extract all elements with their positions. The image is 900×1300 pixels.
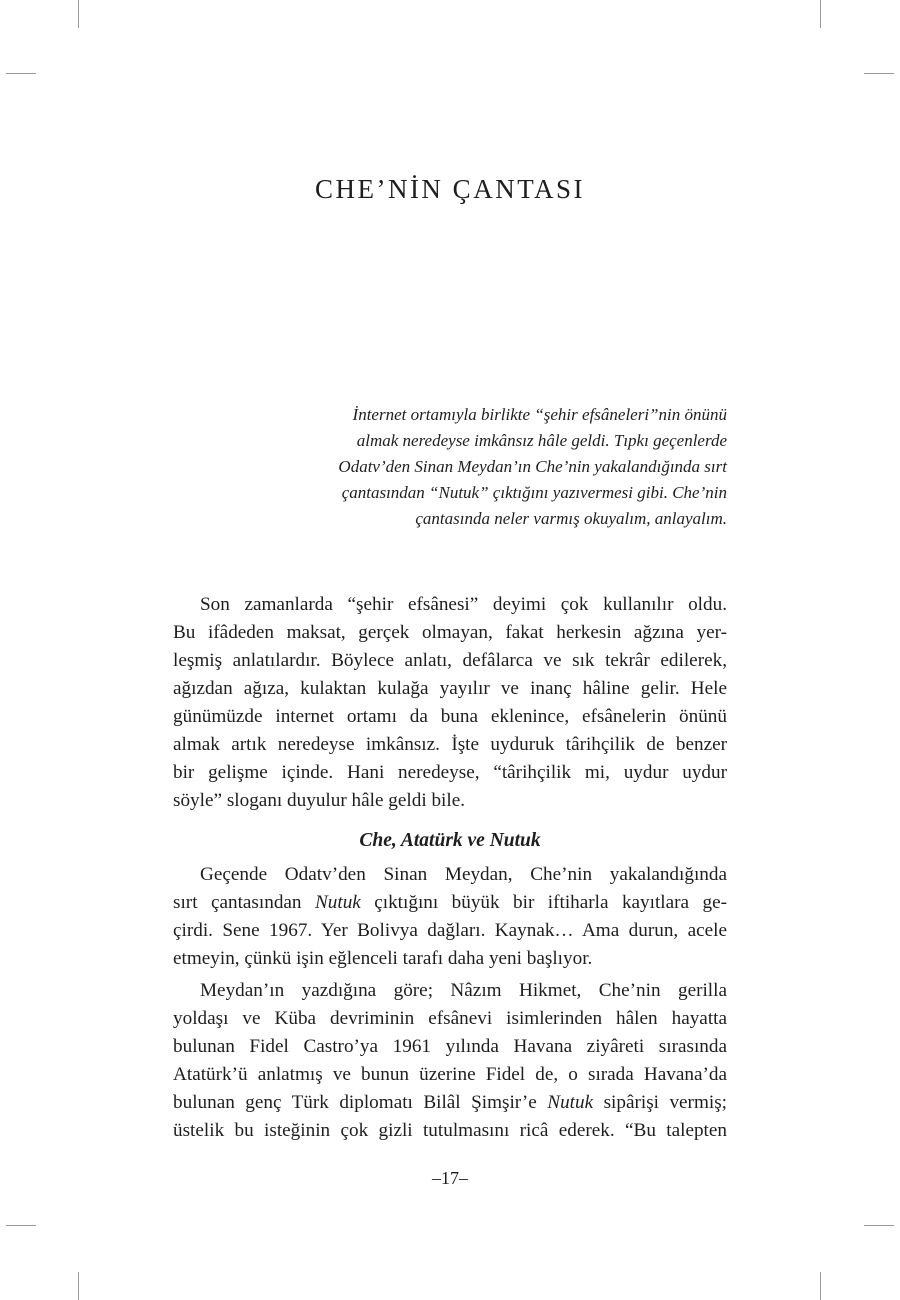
text-line: sırt çantasından Nutuk çıktığını büyük bir iftiharla kayıtlara ge- <box>173 892 727 913</box>
text-line: ağızdan ağıza, kulaktan kulağa yayılır ve inanç hâline gelir. Hele <box>173 678 727 699</box>
crop-mark-top-right <box>820 0 821 28</box>
paragraph-intro <box>173 591 727 815</box>
epigraph-line: Odatv’den Sinan Meydan’ın Che’nin yakalandığında sırt <box>338 457 727 476</box>
epigraph-line: çantasından “Nutuk” çıktığını yazıvermesi gibi. Che’nin <box>341 483 727 502</box>
epigraph-line: almak neredeyse imkânsız hâle geldi. Tıpkı geçenlerde <box>356 431 727 450</box>
crop-mark-top-left <box>78 0 79 28</box>
text-line: günümüzde internet ortamı da buna eklenince, efsânelerin önünü <box>173 706 727 727</box>
text-line: Son zamanlarda “şehir efsânesi” deyimi çok kullanılır oldu. <box>200 594 727 615</box>
text-line: çirdi. Sene 1967. Yer Bolivya dağları. Kaynak… Ama durun, acele <box>173 920 727 941</box>
crop-mark-bottom-right <box>820 1272 821 1300</box>
text-line: bulunan Fidel Castro’ya 1961 yılında Havana ziyâreti sırasında <box>173 1036 727 1057</box>
text-line: Atatürk’ü anlatmış ve bunun üzerine Fidel de, o sırada Havana’da <box>173 1064 727 1085</box>
text-line: bir gelişme içinde. Hani neredeyse, “târihçilik mi, uydur uydur <box>173 762 727 783</box>
text-line: etmeyin, çünkü işin eğlenceli tarafı daha yeni başlıyor. <box>173 948 593 969</box>
book-title-emphasis: Nutuk <box>314 892 361 913</box>
text-line: Geçende Odatv’den Sinan Meydan, Che’nin yakalandığında <box>200 864 727 885</box>
text-line: yoldaşı ve Küba devriminin efsânevi isimlerinden hâlen hayatta <box>173 1008 727 1029</box>
paragraph-che-nutuk <box>173 861 727 973</box>
epigraph-line: çantasında neler varmış okuyalım, anlayalım. <box>415 509 727 528</box>
text-line: söyle” sloganı duyulur hâle geldi bile. <box>173 790 466 811</box>
crop-mark-left-top <box>6 73 36 74</box>
crop-mark-left-bottom <box>6 1225 36 1226</box>
epigraph-line: İnternet ortamıyla birlikte “şehir efsâneleri”nin önünü <box>352 405 727 424</box>
text-line: leşmiş anlatılardır. Böylece anlatı, defâlarca ve sık tekrâr edilerek, <box>173 650 727 671</box>
crop-mark-right-bottom <box>864 1225 894 1226</box>
chapter-title: CHE’NİN ÇANTASI <box>314 174 586 204</box>
text-line: bulunan genç Türk diplomatı Bilâl Şimşir’e Nutuk sipârişi vermiş; <box>173 1092 728 1113</box>
section-subheading: Che, Atatürk ve Nutuk <box>359 830 541 851</box>
text-line: Meydan’ın yazdığına göre; Nâzım Hikmet, Che’nin gerilla <box>200 980 727 1001</box>
crop-mark-right-top <box>864 73 894 74</box>
page-number: –17– <box>432 1168 468 1188</box>
epigraph <box>297 402 727 532</box>
text-line: üstelik bu isteğinin çok gizli tutulmasını ricâ ederek. “Bu talepten <box>173 1120 727 1141</box>
crop-mark-bottom-left <box>78 1272 79 1300</box>
text-line: almak artık neredeyse imkânsız. İşte uyduruk târihçilik de benzer <box>173 734 727 755</box>
paragraph-meydan <box>173 977 727 1145</box>
text-line: Bu ifâdeden maksat, gerçek olmayan, fakat herkesin ağzına yer- <box>173 622 727 643</box>
book-title-emphasis: Nutuk <box>547 1092 594 1113</box>
